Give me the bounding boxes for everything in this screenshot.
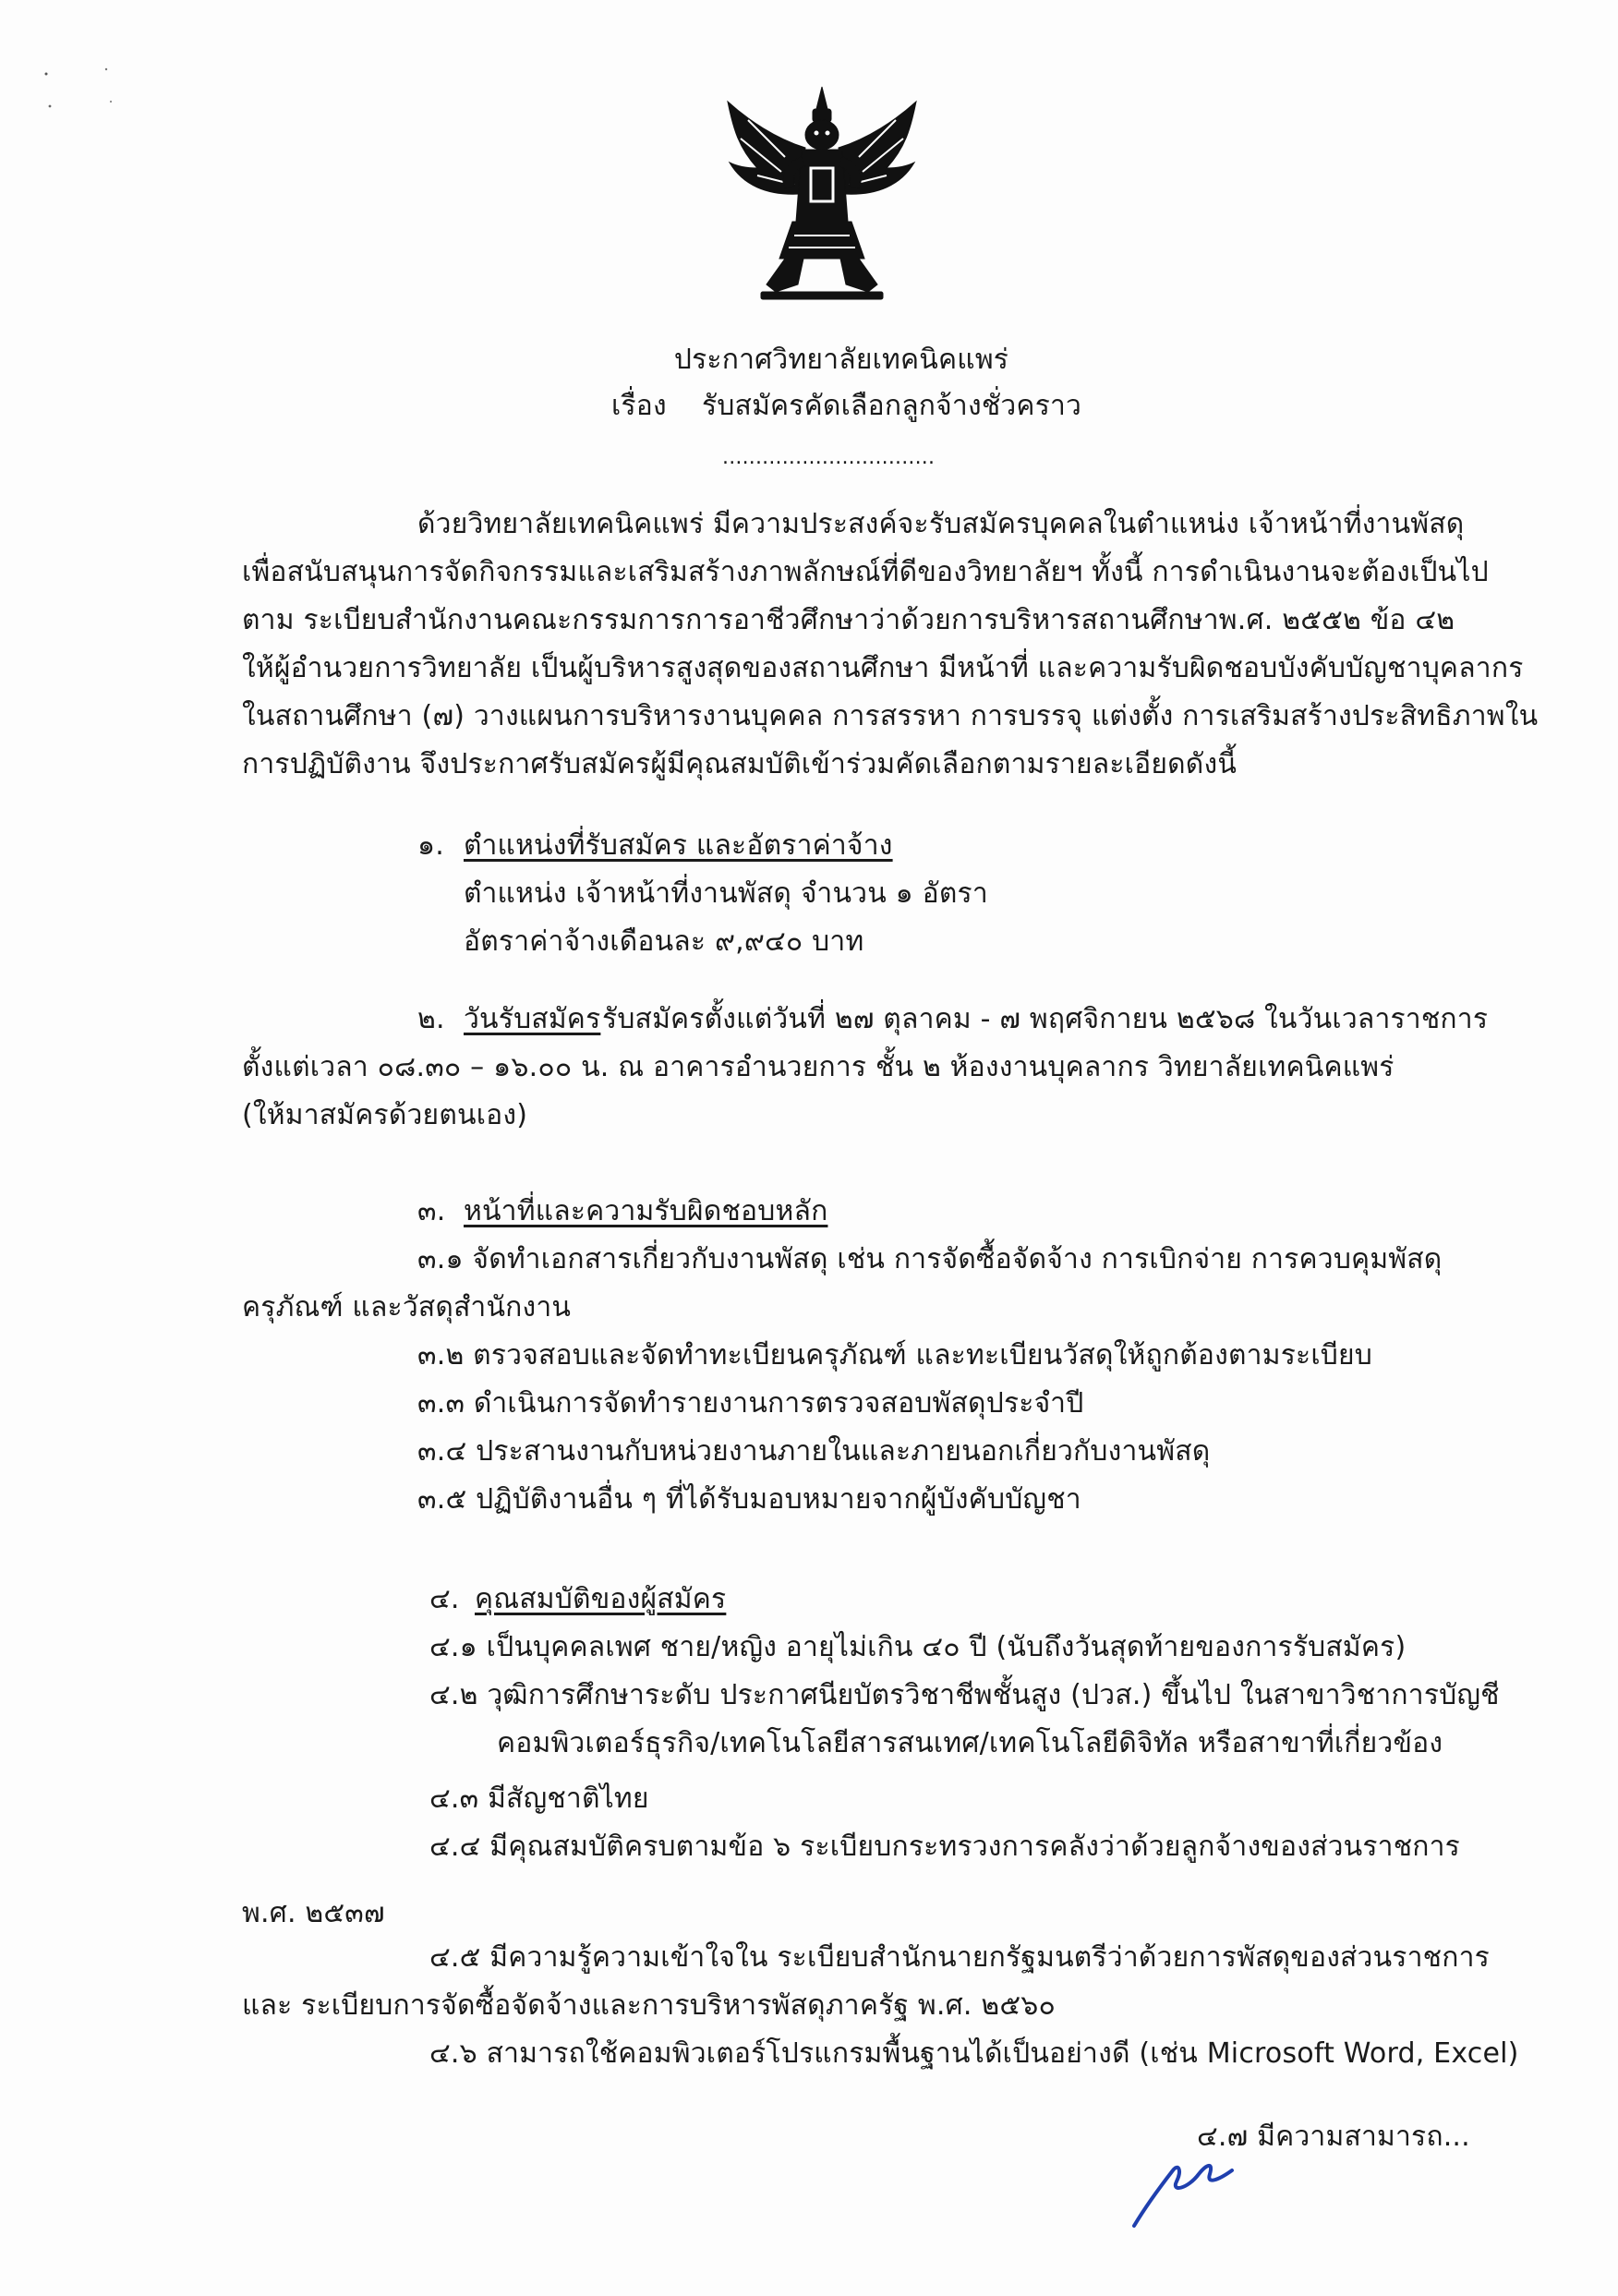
document-title: ประกาศวิทยาลัยเทคนิคแพร่	[673, 344, 1009, 376]
section-3-item-3: ๓.๓ ดำเนินการจัดทำรายงานการตรวจสอบพัสดุประจำปี	[417, 1387, 1084, 1420]
section-3-heading: หน้าที่และความรับผิดชอบหลัก	[464, 1195, 828, 1227]
section-4-item-2-cont: คอมพิวเตอร์ธุรกิจ/เทคโนโลยีสารสนเทศ/เทคโนโลยีดิจิทัล หรือสาขาที่เกี่ยวข้อง	[497, 1727, 1443, 1759]
section-4-item-2: ๔.๒ วุฒิการศึกษาระดับ ประกาศนียบัตรวิชาชีพชั้นสูง (ปวส.) ขึ้นไป ในสาขาวิชาการบัญชี	[429, 1679, 1500, 1711]
intro-line-3: ตาม ระเบียบสำนักงานคณะกรรมการการอาชีวศึกษาว่าด้วยการบริหารสถานศึกษาพ.ศ. ๒๕๕๒ ข้อ ๔๒	[242, 604, 1455, 636]
subject-label: เรื่อง	[611, 390, 667, 422]
section-4-item-4-cont: พ.ศ. ๒๕๓๗	[242, 1897, 385, 1929]
section-4-item-4: ๔.๔ มีคุณสมบัติครบตามข้อ ๖ ระเบียบกระทรวงการคลังว่าด้วยลูกจ้างของส่วนราชการ	[429, 1831, 1460, 1863]
garuda-emblem-icon	[720, 83, 924, 305]
section-3-item-5: ๓.๕ ปฏิบัติงานอื่น ๆ ที่ได้รับมอบหมายจากผู้บังคับบัญชา	[417, 1483, 1081, 1516]
section-1-heading: ตำแหน่งที่รับสมัคร และอัตราค่าจ้าง	[464, 829, 893, 862]
section-2-line-2: ตั้งแต่เวลา ๐๘.๓๐ – ๑๖.๐๐ น. ณ อาคารอำนวยการ ชั้น ๒ ห้องงานบุคลากร วิทยาลัยเทคนิคแพร่	[242, 1051, 1395, 1083]
section-4-item-6: ๔.๖ สามารถใช้คอมพิวเตอร์โปรแกรมพื้นฐานได้เป็นอย่างดี (เช่น Microsoft Word, Excel)	[429, 2037, 1519, 2070]
section-1-number: ๑.	[417, 829, 444, 862]
section-4-item-5: ๔.๕ มีความรู้ความเข้าใจใน ระเบียบสำนักนายกรัฐมนตรีว่าด้วยการพัสดุของส่วนราชการ	[429, 1941, 1490, 1974]
section-3-item-1-cont: ครุภัณฑ์ และวัสดุสำนักงาน	[242, 1291, 572, 1323]
section-3-item-4: ๓.๔ ประสานงานกับหน่วยงานภายในและภายนอกเกี่ยวกับงานพัสดุ	[417, 1435, 1211, 1468]
intro-line-4: ให้ผู้อำนวยการวิทยาลัย เป็นผู้บริหารสูงสุดของสถานศึกษา มีหน้าที่ และความรับผิดชอบบังคับบัญชาบุคลากร	[242, 652, 1524, 684]
intro-line-1: ด้วยวิทยาลัยเทคนิคแพร่ มีความประสงค์จะรับสมัครบุคคลในตำแหน่ง เจ้าหน้าที่งานพัสดุ	[417, 508, 1465, 540]
section-2-line-3: (ให้มาสมัครด้วยตนเอง)	[242, 1099, 528, 1131]
intro-line-5: ในสถานศึกษา (๗) วางแผนการบริหารงานบุคคล การสรรหา การบรรจุ แต่งตั้ง การเสริมสร้างประสิทธิภาพใน	[242, 700, 1539, 732]
scan-specks	[37, 55, 129, 129]
section-3-item-1: ๓.๑ จัดทำเอกสารเกี่ยวกับงานพัสดุ เช่น การจัดซื้อจัดจ้าง การเบิกจ่าย การควบคุมพัสดุ	[417, 1243, 1443, 1275]
section-2-heading: วันรับสมัคร	[464, 1003, 601, 1035]
continuation-text: ๔.๗ มีความสามารถ...	[1197, 2121, 1470, 2153]
subject-text: รับสมัครคัดเลือกลูกจ้างชั่วคราว	[702, 390, 1082, 422]
section-4-item-5-cont: และ ระเบียบการจัดซื้อจัดจ้างและการบริหารพัสดุภาครัฐ พ.ศ. ๒๕๖๐	[242, 1989, 1056, 2022]
intro-line-6: การปฏิบัติงาน จึงประกาศรับสมัครผู้มีคุณสมบัติเข้าร่วมคัดเลือกตามรายละเอียดดังนี้	[242, 748, 1238, 780]
section-4-number: ๔.	[429, 1583, 460, 1615]
section-1-line-1: ตำแหน่ง เจ้าหน้าที่งานพัสดุ จำนวน ๑ อัตรา	[464, 877, 988, 910]
section-4-item-1: ๔.๑ เป็นบุคคลเพศ ชาย/หญิง อายุไม่เกิน ๔๐ ปี (นับถึงวันสุดท้ายของการรับสมัคร)	[429, 1631, 1407, 1663]
intro-line-2: เพื่อสนับสนุนการจัดกิจกรรมและเสริมสร้างภาพลักษณ์ที่ดีของวิทยาลัยฯ ทั้งนี้ การดำเนินงานจะต้องเป็นไป	[242, 556, 1489, 588]
title-separator: ................................	[722, 446, 936, 469]
section-4-item-3: ๔.๓ มีสัญชาติไทย	[429, 1782, 649, 1815]
section-4-heading: คุณสมบัติของผู้สมัคร	[475, 1583, 727, 1615]
section-2-line-1: รับสมัครตั้งแต่วันที่ ๒๗ ตุลาคม - ๗ พฤศจิกายน ๒๕๖๘ ในวันเวลาราชการ	[602, 1003, 1489, 1035]
section-1-line-2: อัตราค่าจ้างเดือนละ ๙,๙๔๐ บาท	[464, 925, 864, 958]
section-2-number: ๒.	[417, 1003, 445, 1035]
section-3-item-2: ๓.๒ ตรวจสอบและจัดทำทะเบียนครุภัณฑ์ และทะเบียนวัสดุให้ถูกต้องตามระเบียบ	[417, 1339, 1373, 1372]
section-3-number: ๓.	[417, 1195, 446, 1227]
